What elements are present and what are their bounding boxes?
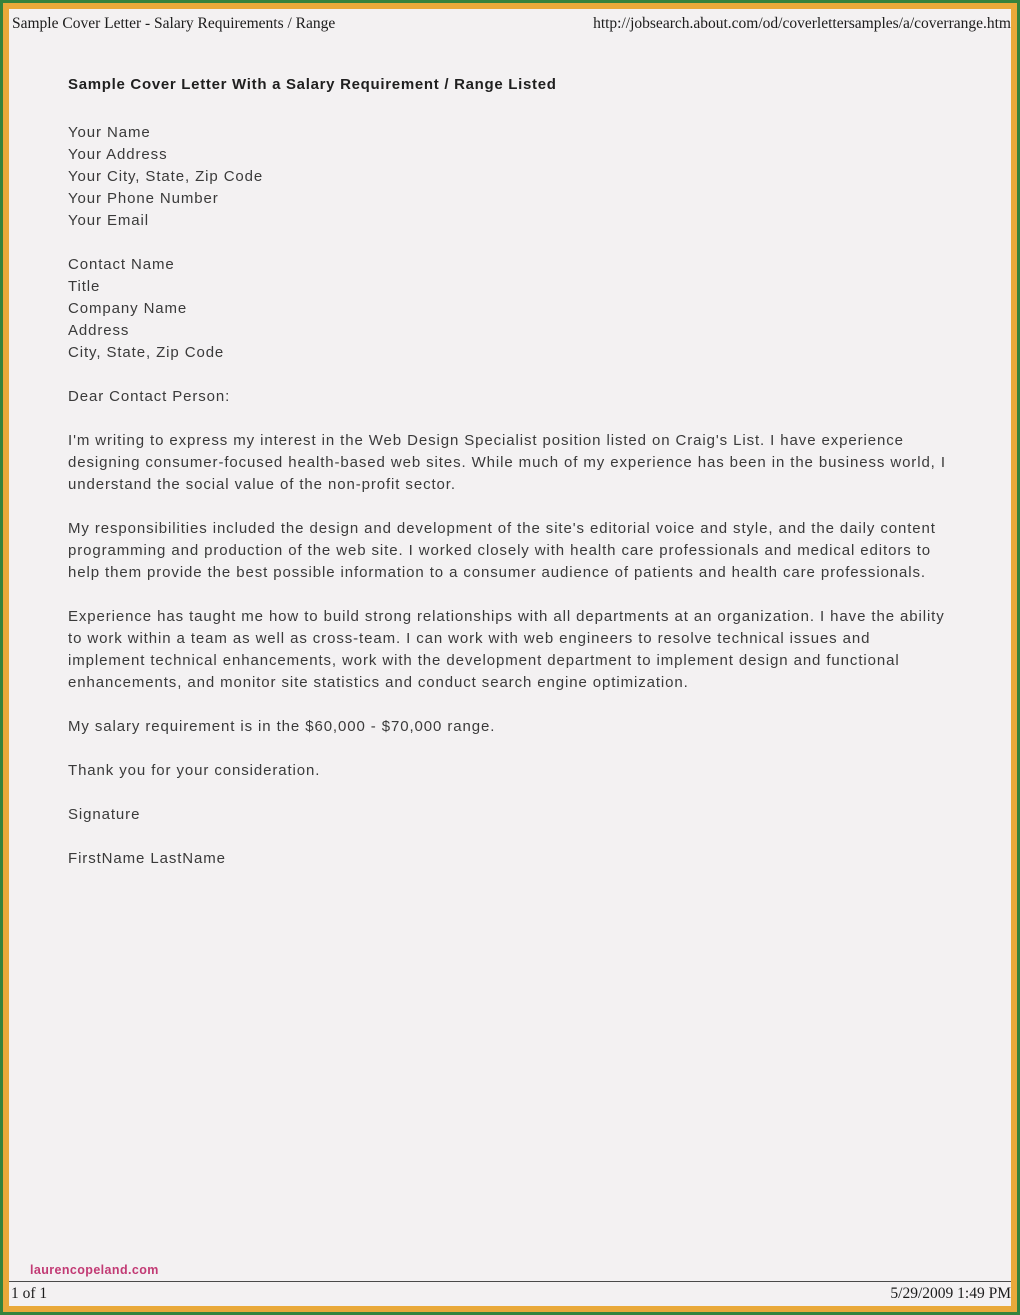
page-number: 1 of 1 [11,1285,48,1302]
print-footer [9,1263,1011,1306]
paragraph-responsibilities: My responsibilities included the design and development of the site's editorial voice and style, and the daily content programming and production of the web site. I worked closely with health care professionals and medical editors to help them provide the best possible information to a consumer audience of patients and health care professionals. [68,520,936,581]
signature-name: FirstName LastName [68,850,226,867]
sender-address-block [68,122,949,232]
sender-name: Your Name [68,124,151,141]
print-header-url: http://jobsearch.about.com/od/coverlettersamples/a/coverrange.htm [593,15,1011,32]
closing-line: Thank you for your consideration. [68,762,321,779]
sender-email: Your Email [68,212,149,229]
sender-phone: Your Phone Number [68,190,219,207]
salary-requirement-line: My salary requirement is in the $60,000 - $70,000 range. [68,718,496,735]
sender-address: Your Address [68,146,168,163]
print-header-title: Sample Cover Letter - Salary Requirements / Range [12,15,336,32]
print-timestamp: 5/29/2009 1:49 PM [890,1285,1011,1302]
recipient-address: Address [68,322,130,339]
recipient-company: Company Name [68,300,188,317]
recipient-city-state-zip: City, State, Zip Code [68,344,225,361]
watermark-site-link: laurencopeland.com [30,1263,159,1277]
paragraph-experience: Experience has taught me how to build strong relationships with all departments at an organization. I have the ability to work within a team as well as cross-team. I can work with web engineers to resolve technical issues and implement technical enhancements, work with the development department to implement design and functional enhancements, and monitor site statistics and conduct search engine optimization. [68,608,945,691]
print-header [9,9,1011,34]
recipient-title: Title [68,278,101,295]
recipient-contact-name: Contact Name [68,256,175,273]
signature-label: Signature [68,806,141,823]
sender-city-state-zip: Your City, State, Zip Code [68,168,264,185]
printed-page [3,3,1017,1312]
paragraph-intro: I'm writing to express my interest in the Web Design Specialist position listed on Craig's List. I have experience designing consumer-focused health-based web sites. While much of my experience has been in the business world, I understand the social value of the non-profit sector. [68,432,946,493]
cover-letter [9,34,1011,870]
salutation: Dear Contact Person: [68,388,231,405]
document-title: Sample Cover Letter With a Salary Requirement / Range Listed [68,76,557,93]
recipient-address-block [68,254,949,364]
